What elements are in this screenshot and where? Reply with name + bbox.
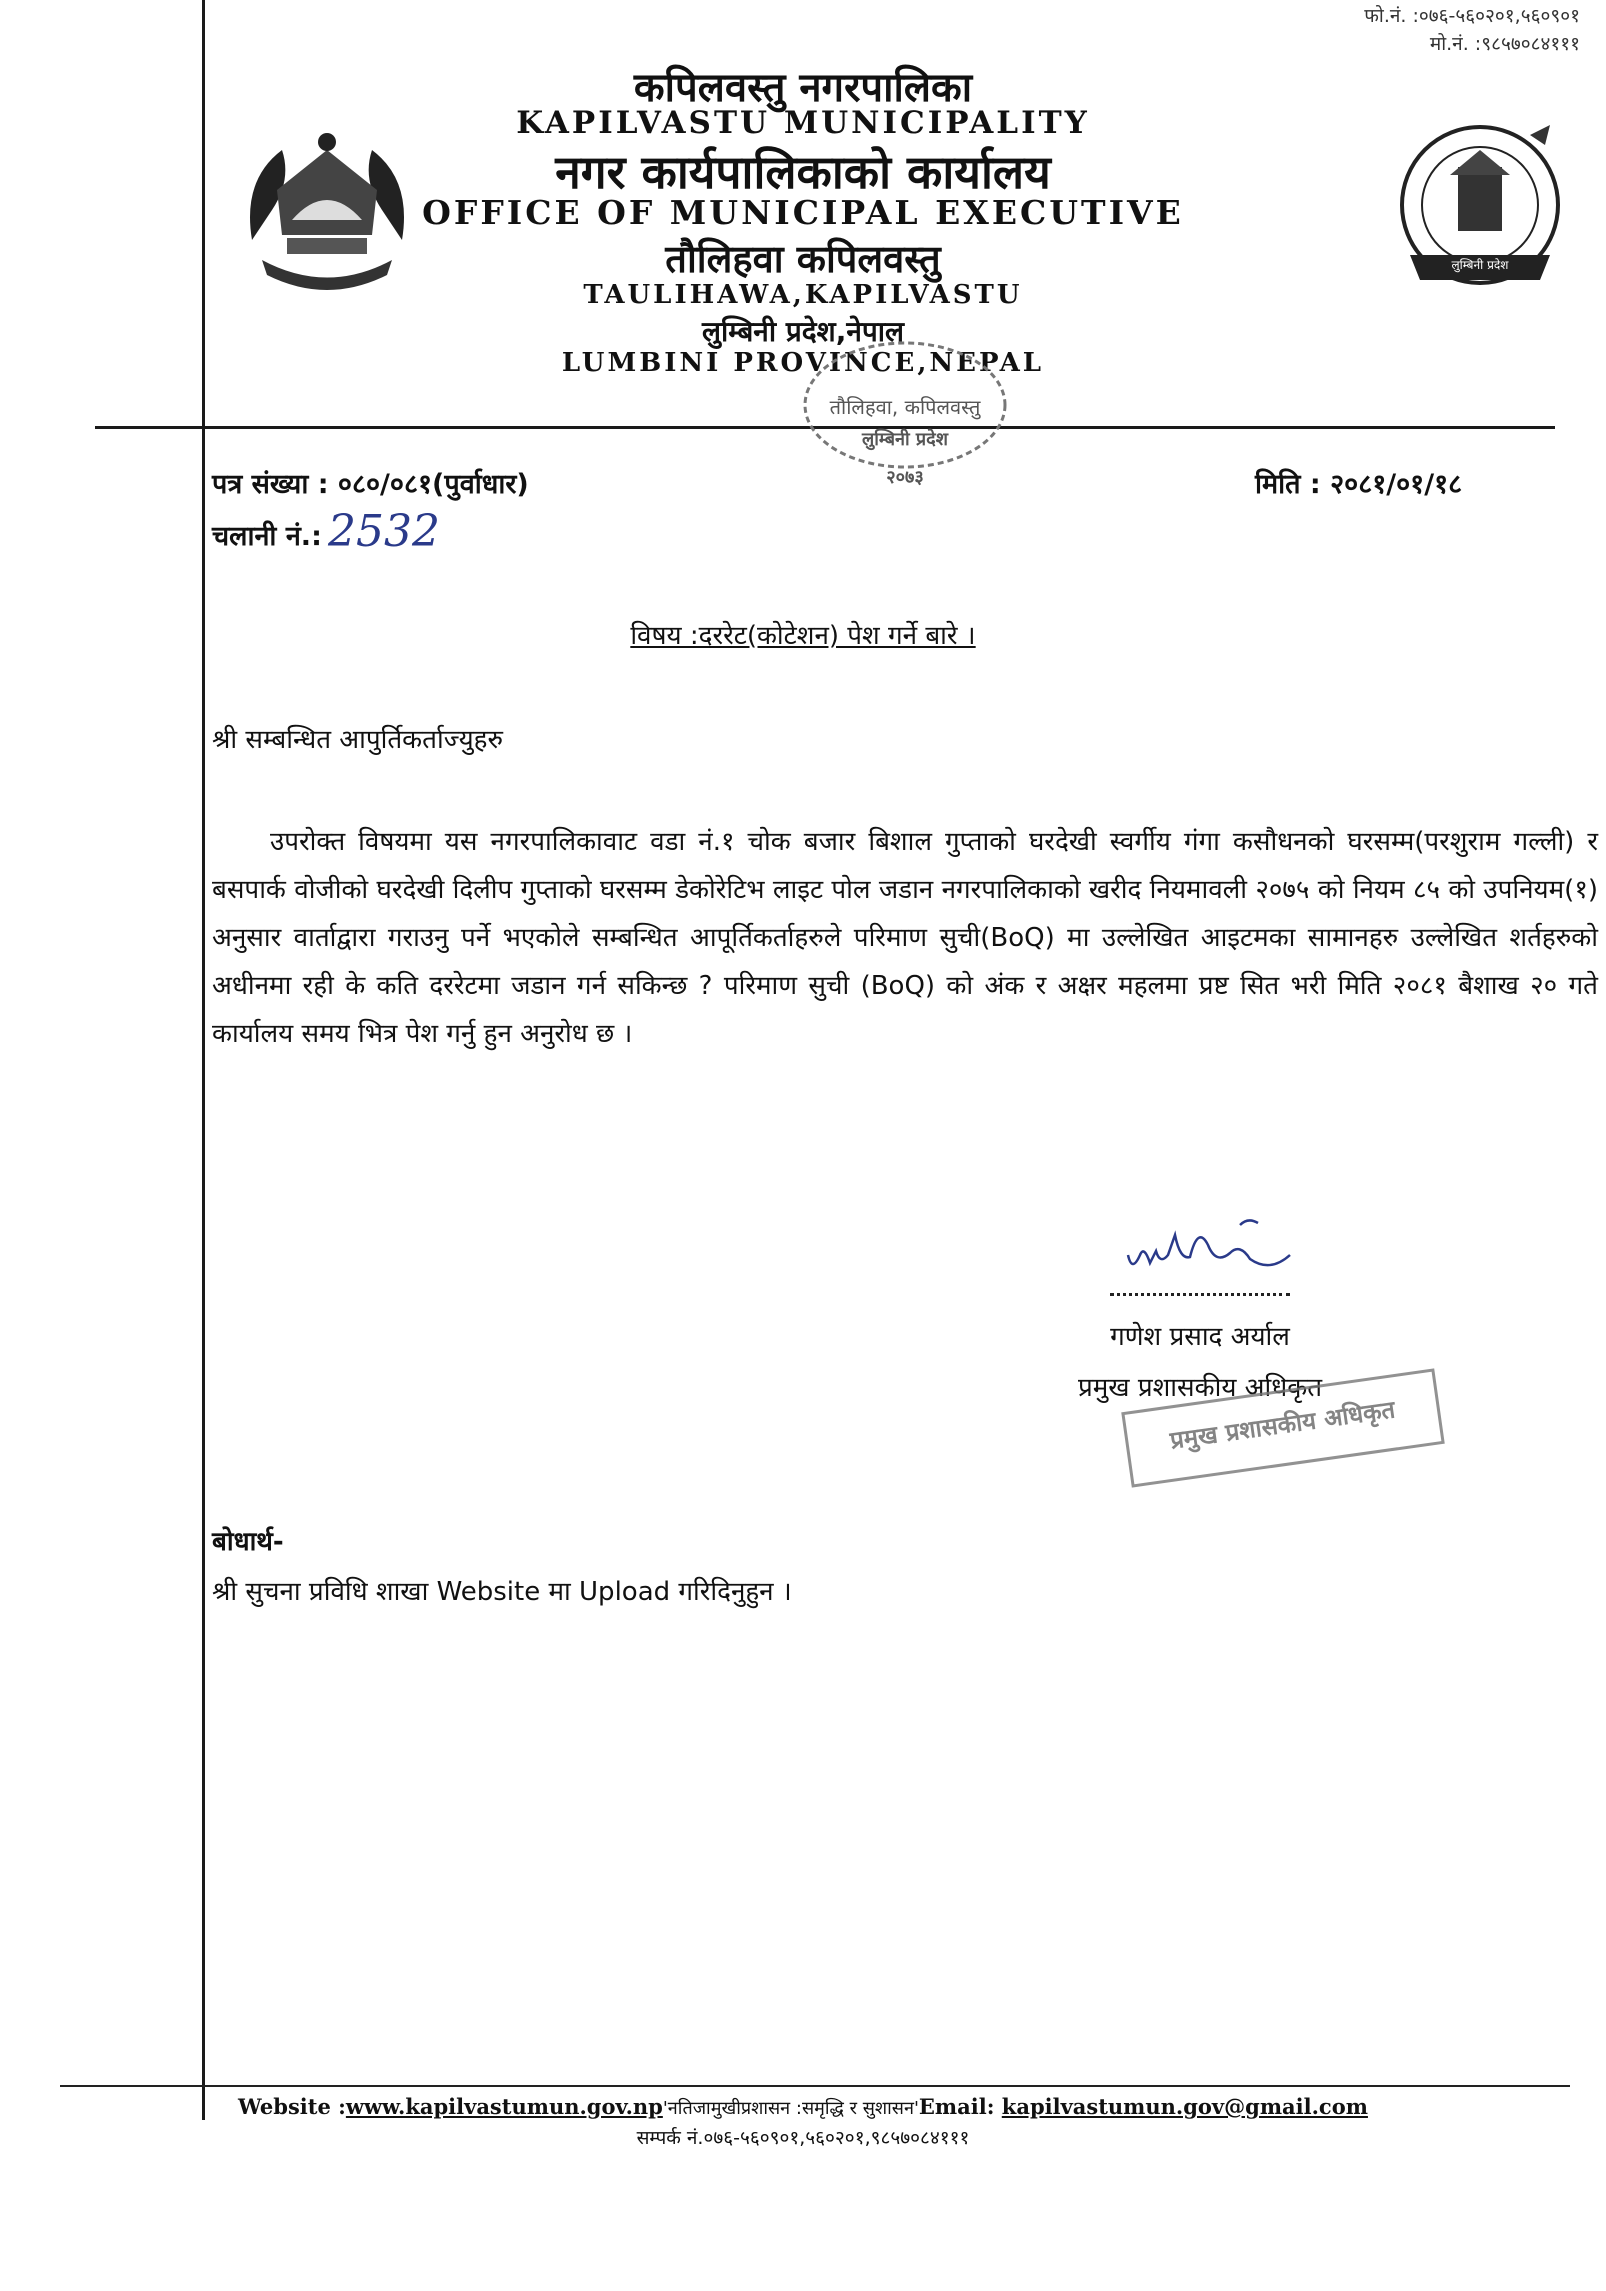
- footer-website-line: Website :www.kapilvastumun.gov.np'नतिजामुखीप्रशासन :समृद्धि र सुशासन'Email: kapilvastumun.gov@gmail.com: [238, 2094, 1368, 2119]
- signature-line: [1110, 1293, 1290, 1296]
- signatory-name: गणेश प्रसाद अर्याल: [1110, 1322, 1290, 1352]
- office-stamp: तौलिहवा, कपिलवस्तु लुम्बिनी प्रदेश २०७३: [785, 335, 1025, 505]
- signatory-title: प्रमुख प्रशासकीय अधिकृत: [1077, 1373, 1323, 1403]
- municipality-name-np: कपिलवस्तु नगरपालिका: [633, 65, 973, 111]
- email-link[interactable]: kapilvastumun.gov@gmail.com: [1001, 2094, 1368, 2119]
- footer-contact: सम्पर्क नं.०७६-५६०९०१,५६०२०१,९८५७०८४१११: [636, 2127, 970, 2149]
- signature-icon: [1120, 1215, 1320, 1285]
- cc-line: श्री सुचना प्रविधि शाखा Website मा Upload गरिदिनुहुन ।: [212, 1577, 792, 1607]
- place-name-np: तौलिहवा कपिलवस्तु: [665, 237, 941, 281]
- province-name-np: लुम्बिनी प्रदेश,नेपाल: [701, 315, 905, 348]
- office-name-np: नगर कार्यपालिकाको कार्यालय: [555, 145, 1051, 199]
- website-link[interactable]: www.kapilvastumun.gov.np: [345, 2094, 663, 2119]
- letter-date: मिति : २०८१/०१/१८: [1255, 469, 1463, 500]
- seal-text: लुम्बिनी प्रदेश: [1451, 258, 1509, 272]
- reference-number: पत्र संख्या : ०८०/०८१(पुर्वाधार): [212, 469, 529, 500]
- office-name-en: OFFICE OF MUNICIPAL EXECUTIVE: [422, 193, 1184, 232]
- footer-divider: [60, 2085, 1570, 2087]
- phone-number: फो.नं. :०७६-५६०२०१,५६०९०१: [1364, 5, 1580, 27]
- mobile-number: मो.नं. :९८५७०८४१११: [1429, 33, 1580, 55]
- salutation: श्री सम्बन्धित आपुर्तिकर्ताज्युहरु: [212, 725, 504, 755]
- official-stamp: प्रमुख प्रशासकीय अधिकृत: [1121, 1368, 1445, 1487]
- letter-body: उपरोक्त विषयमा यस नगरपालिकावाट वडा नं.१ चोक बजार बिशाल गुप्ताको घरदेखी स्वर्गीय गंगा कसौधनको घरसम्म(परशुराम गल्ली) र बसपार्क वोजीको घरदेखी दिलीप गुप्ताको घरसम्म डेकोरेटिभ लाइट पोल जडान नगरपालिकाको खरीद नियमावली २०७५ को नियम ८५ को उपनियम(१) अनुसार वार्ताद्वारा गराउनु पर्ने भएकोले सम्बन्धित आपूर्तिकर्ताहरुले परिमाण सुची(BoQ) मा उल्लेखित आइटमका सामानहरु उल्लेखित शर्तहरुको अधीनमा रही के कति दररेटमा जडान गर्न सकिन्छ ? परिमाण सुची (BoQ) को अंक र अक्षर महलमा प्रष्ट सित भरी मिति २०८१ बैशाख २० गते कार्यालय समय भित्र पेश गर्नु हुन अनुरोध छ ।: [212, 827, 1598, 1049]
- dispatch-number: 2532: [328, 506, 440, 557]
- place-name-en: TAULIHAWA,KAPILVASTU: [583, 280, 1023, 310]
- dispatch-label: चलानी नं.:: [212, 521, 322, 552]
- subject-line: विषय :दररेट(कोटेशन) पेश गर्ने बारे ।: [630, 621, 976, 651]
- province-name-en: LUMBINI PROVINCE,NEPAL: [561, 348, 1045, 378]
- cc-label: बोधार्थ-: [212, 1527, 284, 1557]
- municipality-name-en: KAPILVASTU MUNICIPALITY: [516, 105, 1090, 141]
